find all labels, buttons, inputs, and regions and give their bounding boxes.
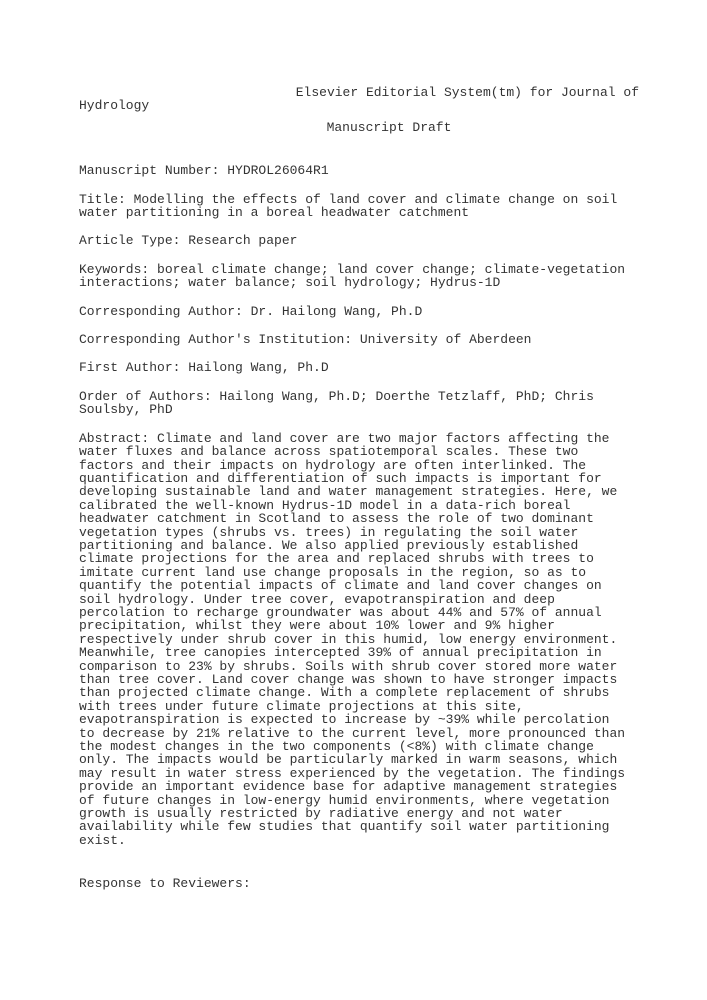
article-type: Article Type: Research paper (79, 233, 298, 249)
keywords: Keywords: boreal climate change; land cover change; climate-vegetation interactions; water balance; soil hydrology; Hydrus-1D (79, 261, 626, 291)
manuscript-title: Title: Modelling the effects of land cover and climate change on soil water partitioning in a boreal headwater catchment (79, 191, 618, 221)
journal-name-line: Hydrology (79, 98, 150, 114)
abstract: Abstract: Climate and land cover are two major factors affecting the water fluxes and balance across spatiotemporal scales. These two factors and their impacts on hydrology are often interlinked. The quantification and differentiation of such impacts is important for developing sustainable land and water management strategies. Here, we calibrated the well-known Hydrus-1D model in a data-rich boreal headwater catchment in Scotland to assess the role of two dominant vegetation types (shrubs vs. trees) in regulating the soil water partitioning and balance. We also applied previously established climate projections for the area and replaced shrubs with trees to imitate current land use change proposals in the region, so as to quantify the potential impacts of climate and land cover changes on soil hydrology. Under tree cover, evapotranspiration and deep percolation to recharge groundwater was about 44% and 57% of annual precipitation, whilst they were about 10% lower and 9% higher respectively under shrub cover in this humid, low energy environment. Meanwhile, tree canopies intercepted 39% of annual precipitation in comparison to 23% by shrubs. Soils with shrub cover stored more water than tree cover. Land cover change was shown to have stronger impacts than projected climate change. With a complete replacement of shrubs with trees under future climate projections at this site, evapotranspiration is expected to increase by ~39% while percolation to decrease by 21% relative to the current level, more pronounced than the modest changes in the two components (<8%) with climate change only. The impacts would be particularly marked in warm seasons, which may result in water stress experienced by the vegetation. The findings provide an important evidence base for adaptive management strategies of future changes in low-energy humid environments, where vegetation growth is usually restricted by radiative energy and not water availability while few studies that quantify soil water partitioning exist. (79, 430, 626, 848)
manuscript-cover-page (79, 86, 639, 891)
editorial-system-line: Elsevier Editorial System(tm) for Journal of (295, 85, 639, 100)
order-of-authors: Order of Authors: Hailong Wang, Ph.D; Doerthe Tetzlaff, PhD; Chris Soulsby, PhD (79, 388, 594, 418)
manuscript-number: Manuscript Number: HYDROL26064R1 (79, 163, 329, 179)
corresponding-institution: Corresponding Author's Institution: University of Aberdeen (79, 332, 532, 348)
manuscript-draft-label: Manuscript Draft (326, 119, 452, 135)
response-to-reviewers: Response to Reviewers: (79, 876, 251, 892)
first-author: First Author: Hailong Wang, Ph.D (79, 360, 329, 376)
corresponding-author: Corresponding Author: Dr. Hailong Wang, Ph.D (79, 303, 423, 319)
